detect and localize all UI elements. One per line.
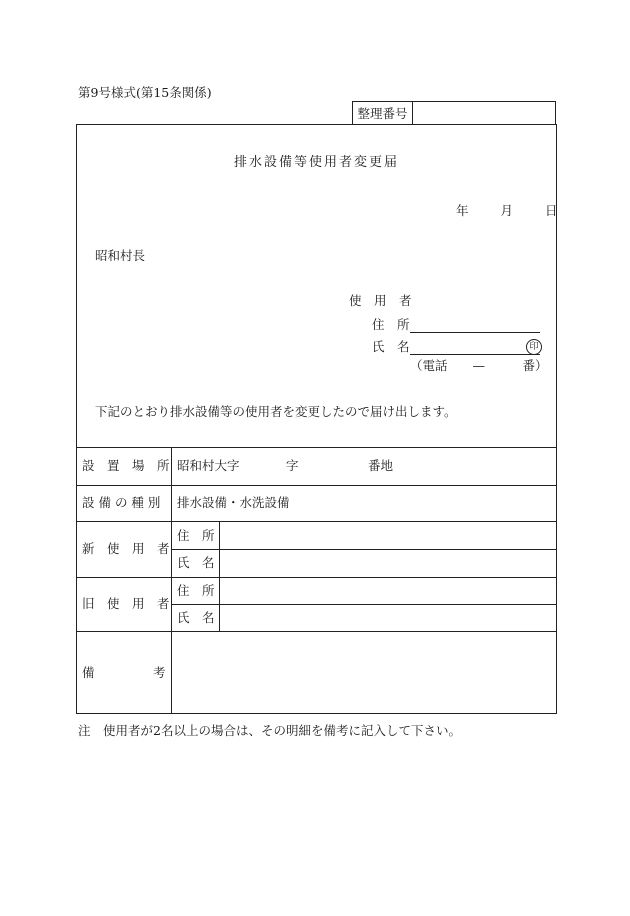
new-user-address-field[interactable] [220,522,556,548]
equipment-label: 設 備 の 種 別 [82,495,161,510]
table-top-line [76,447,557,448]
applicant-address-field[interactable] [410,332,540,333]
date-day: 日 [544,203,558,218]
new-user-label: 新 使 用 者 [82,541,170,556]
applicant-address-label: 住 所 [372,317,410,332]
old-user-name-field[interactable] [220,605,556,630]
old-user-address-field[interactable] [220,578,556,603]
location-label: 設 置 場 所 [82,458,170,473]
location-banchi: 番地 [368,458,394,473]
document-title: 排水設備等使用者変更届 [233,155,399,170]
remarks-field[interactable] [172,632,556,712]
new-user-address-label: 住 所 [177,528,215,543]
footer-note: 注 使用者が2名以上の場合は、その明細を備考に記入して下さい。 [78,723,461,738]
date-line [456,204,557,218]
applicant-label: 使 用 者 [349,293,412,308]
row-line-1 [76,485,557,486]
statement: 下記のとおり排水設備等の使用者を変更したので届け出します。 [95,404,457,419]
old-user-label: 旧 使 用 者 [82,596,170,611]
new-user-name-field[interactable] [220,550,556,576]
location-aza: 字 [286,458,299,473]
seal-mark: 印 [526,339,542,355]
addressee: 昭和村長 [95,248,146,263]
date-year: 年 [456,203,469,218]
seiri-number-label: 整理番号 [353,102,413,125]
location-village: 昭和村大字 [177,458,240,473]
form-number: 第9号様式(第15条関係) [78,85,212,100]
new-user-name-label: 氏 名 [177,555,215,570]
remarks-label-right: 考 [153,665,166,680]
old-user-address-label: 住 所 [177,583,215,598]
seiri-number-box [352,101,556,125]
applicant-name-label: 氏 名 [372,339,410,354]
applicant-tel: （電話 — 番） [410,358,548,373]
date-month: 月 [500,203,513,218]
applicant-name-field[interactable] [410,354,540,355]
old-user-name-label: 氏 名 [177,610,215,625]
remarks-label-left: 備 [82,665,95,680]
equipment-value: 排水設備・水洗設備 [177,495,290,510]
